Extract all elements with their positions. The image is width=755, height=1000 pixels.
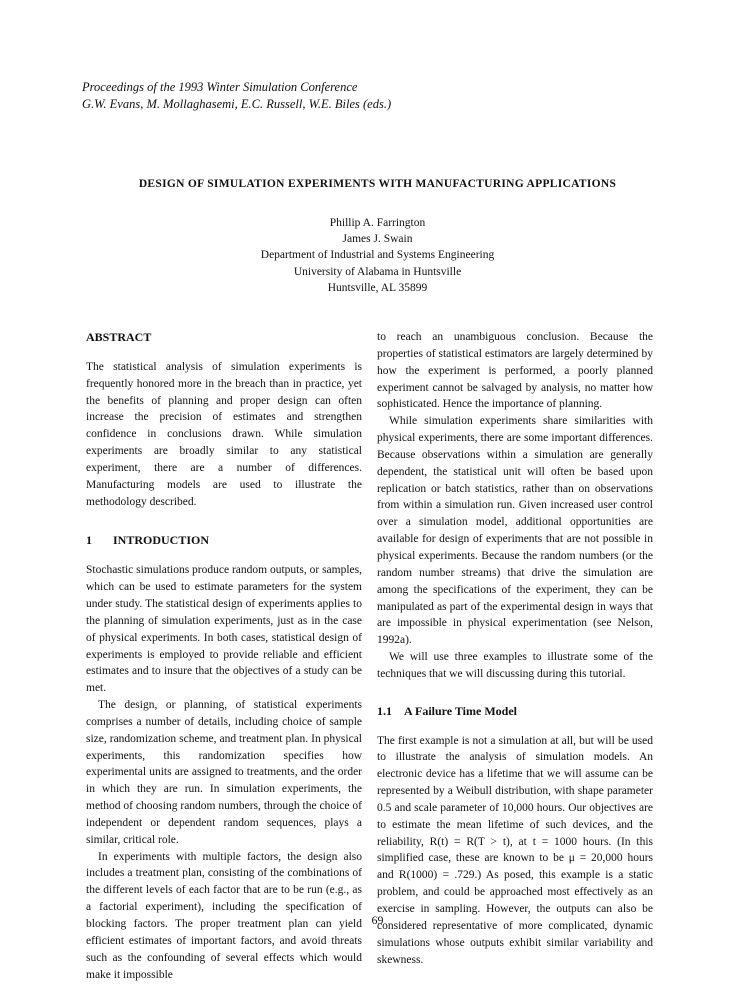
subsection-heading-failure-time-model — [377, 703, 653, 720]
paragraph: Stochastic simulations produce random outputs, or samples, which can be used to estimate parameters for the system under study. The statistical design of experiments applies to the planning of simulation experiments, just as in the case of physical experiments. In both cases, statistical design of experiments is employed to provide reliable and efficient estimates and to insure that the objectives of a study can be met. — [86, 564, 362, 695]
university: University of Alabama in Huntsville — [293, 265, 462, 278]
address: Huntsville, AL 35899 — [327, 281, 428, 294]
proceedings-header — [82, 79, 391, 113]
paragraph: In experiments with multiple factors, the design also includes a treatment plan, consisting of the combinations of the different levels of each factor that are to be run (e.g., as a factorial experiment), including the specification of blocking factors. The proper treatment plan can yield efficient estimates of important factors, and avoid threats such as the confounding of several effects which would make it impossible — [86, 850, 362, 981]
paragraph: While simulation experiments share similarities with physical experiments, there are some important differences. Because observations within a simulation are generally dependent, the statistical unit will often be based upon replication or batch statistics, rather than on observations from within a simulation run. Given increased user control over a simulation model, additional opportunities are available for design of experiments that are not possible in physical experiments. Because the random numbers (or the random number streams) that drive the simulation are among the specifications of the experiment, they can be manipulated as part of the experimental design in ways that are impossible in physical experimentation (see Nelson, 1992a). — [377, 415, 653, 647]
author-1: Phillip A. Farrington — [329, 217, 426, 229]
right-column — [377, 329, 653, 968]
paragraph: The design, or planning, of statistical experiments comprises a number of details, including choice of sample size, randomization scheme, and treatment plan. In physical experiments, this randomization specifies how experimental units are assigned to treatments, and the order in which they are run. In simulation experiments, the method of choosing random numbers, through the choice of independent or dependent random sequences, plays a similar, critical role. — [86, 699, 362, 846]
section-number: 1 — [86, 533, 92, 548]
paper-title: DESIGN OF SIMULATION EXPERIMENTS WITH MANUFACTURING APPLICATIONS — [138, 178, 617, 190]
subsection-number: 1.1 — [377, 703, 392, 718]
abstract-heading: ABSTRACT — [86, 330, 152, 344]
department: Department of Industrial and Systems Engineering — [260, 249, 495, 262]
subsection-title: A Failure Time Model — [404, 703, 517, 718]
section-heading-introduction — [86, 532, 362, 549]
editors: G.W. Evans, M. Mollaghasemi, E.C. Russell, W.E. Biles (eds.) — [82, 97, 392, 111]
paragraph: We will use three examples to illustrate some of the techniques that we will discussing during this tutorial. — [377, 651, 653, 680]
paragraph: to reach an unambiguous conclusion. Because the properties of statistical estimators are largely determined by how the experiment is performed, a poorly planned experiment cannot be salvaged by analysis, no matter how sophisticated. Hence the importance of planning. — [377, 331, 653, 411]
left-column — [86, 329, 362, 983]
paragraph: The first example is not a simulation at all, but will be used to illustrate the analysis of simulation models. An electronic device has a lifetime that we will assume can be represented by a Weibull distribution, with shape parameter 0.5 and scale parameter of 10,000 hours. Our objectives are to estimate the mean lifetime of such devices, and the reliability, R(t) = R(T > t), at t = 1000 hours. (In this simplified case, these are known to be μ = 20,000 hours and R(1000) = .729.) As posed, this example is a static problem, and could be approached most effectively as an exercise in sampling. However, the outputs can also be considered representative of more complicated, dynamic simulations whose outputs exhibit similar variability and skewness. — [377, 734, 653, 966]
author-block — [0, 215, 755, 296]
section-title: INTRODUCTION — [113, 533, 210, 548]
abstract-text: The statistical analysis of simulation experiments is frequently honored more in the breach than in practice, yet the benefits of planning and proper design can often increase the precision of estimates and strengthen confidence in conclusions drawn. While simulation experiments are broadly similar to any statistical experiment, there are a number of differences. Manufacturing models are used to illustrate the methodology described. — [86, 360, 362, 508]
page-number: 69 — [371, 913, 384, 927]
proceedings-title: Proceedings of the 1993 Winter Simulation Conference — [82, 80, 358, 94]
author-2: James J. Swain — [342, 233, 413, 246]
